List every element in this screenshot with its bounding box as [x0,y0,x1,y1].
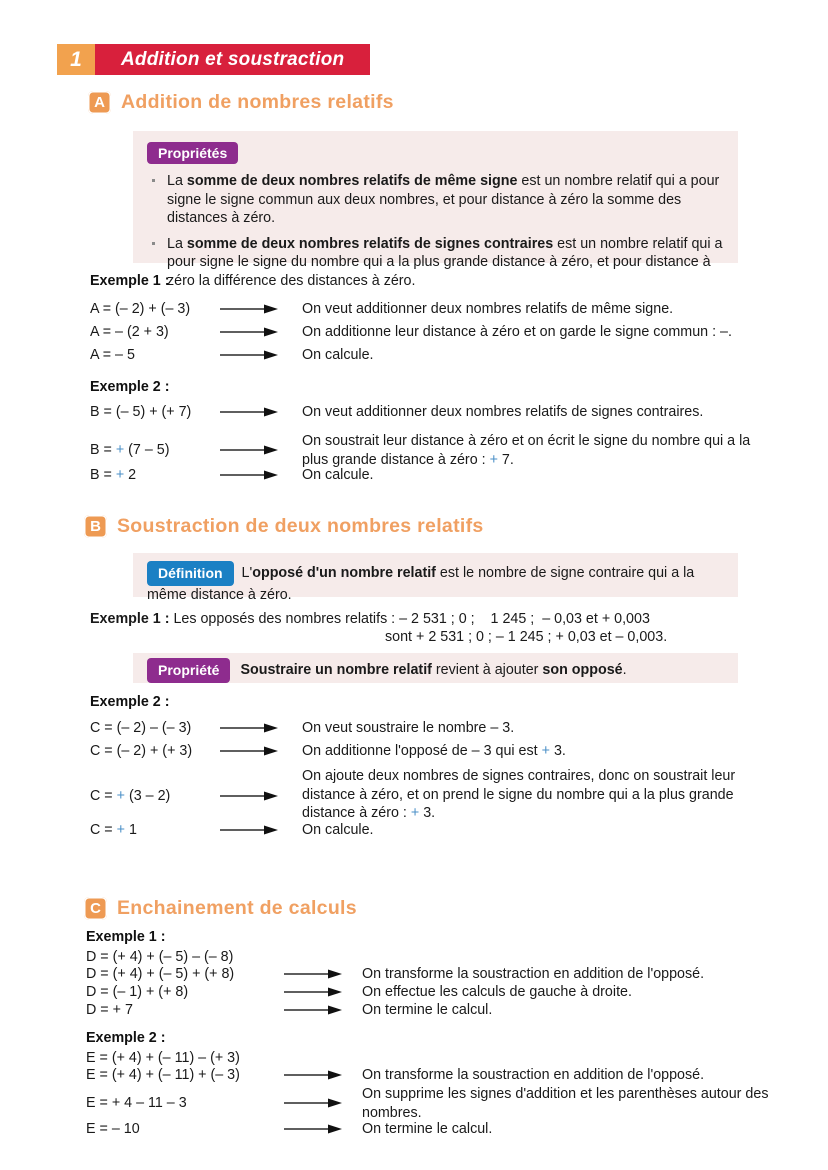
calc-expression: B = + 2 [90,467,137,483]
arrow-right-icon [220,349,280,363]
section-header-c [84,897,357,920]
example-label-a1: Exemple 1 : [90,273,170,289]
calc-note: On veut additionner deux nombres relatifs de signes contraires. [302,404,704,420]
section-title-b: Soustraction de deux nombres relatifs [117,515,484,537]
arrow-right-icon [220,824,280,838]
calc-row [86,1066,704,1085]
example-label-a2: Exemple 2 : [90,379,170,395]
calc-row [86,965,704,984]
calc-note: On transforme la soustraction en addition de l'opposé. [362,1067,705,1083]
calc-expression: C = + (3 – 2) [90,788,171,804]
calc-expression: A = – (2 + 3) [90,324,169,340]
property-tag: Propriété [147,658,230,683]
plus-sign: + [116,822,125,838]
calc-row [90,466,374,485]
arrow-right-icon [220,326,280,340]
example-c1-first-line: D = (+ 4) + (– 5) – (– 8) [86,949,234,965]
calc-note: On calcule. [302,347,374,363]
calc-note: On veut additionner deux nombres relatifs de même signe. [302,301,674,317]
calc-row [90,432,752,469]
calc-expression: C = + 1 [90,822,137,838]
calc-expression: D = (+ 4) + (– 5) + (+ 8) [86,966,235,982]
properties-tag: Propriétés [147,142,238,164]
chapter-title-bar [57,44,370,75]
calc-expression: C = (– 2) – (– 3) [90,720,192,736]
example-c2-first-line: E = (+ 4) + (– 11) – (+ 3) [86,1050,240,1066]
calc-row [90,767,752,823]
calc-row [90,323,782,342]
calc-expression: B = (– 5) + (+ 7) [90,404,192,420]
arrow-right-icon [220,745,280,759]
list-item [147,235,724,291]
arrow-right-icon [220,444,280,458]
definition-box [133,553,738,603]
calc-note: On calcule. [302,467,374,483]
calc-note: On veut soustraire le nombre – 3. [302,720,515,736]
calc-note: On soustrait leur distance à zéro et on écrit le signe du nombre qui a la plus grande distance à zéro : + 7. [302,433,751,468]
example-b1-line1: Exemple 1 : Les opposés des nombres relatifs : – 2 531 ; 0 ; 1 245 ; – 0,03 et + 0,003 [90,611,650,627]
calc-row [86,1120,492,1139]
arrow-right-icon [284,986,344,1000]
plus-sign: + [410,805,420,821]
calc-expression: E = + 4 – 11 – 3 [86,1095,187,1111]
property-box-b [133,653,738,683]
plus-sign: + [489,451,498,468]
properties-box-a [133,131,738,289]
calc-row [90,403,772,422]
definition-text: Définition L'opposé d'un nombre relatif est le nombre de signe contraire qui a la même distance à zéro. [147,561,724,604]
calc-expression: E = – 10 [86,1121,140,1137]
section-header-a [88,91,394,114]
prop-text-2: La somme de deux nombres relatifs de signes contraires est un nombre relatif qui a pour signe le signe du nombre qui a la plus grande distance à zéro, et pour distance à zéro la différence des distances à zéro. [167,235,723,289]
prop-text-1: La somme de deux nombres relatifs de même signe est un nombre relatif qui a pour signe le signe commun aux deux nombres, et pour distance à zéro la somme des distances à zéro. [167,173,720,226]
calc-row [86,983,632,1002]
calc-row [90,742,566,761]
plus-sign: + [115,467,125,483]
definition-tag: Définition [147,561,234,586]
example-label-c2: Exemple 2 : [86,1030,166,1046]
calc-note: On transforme la soustraction en addition de l'opposé. [362,966,705,982]
plus-sign: + [115,442,125,458]
arrow-right-icon [220,722,280,736]
calc-note: On termine le calcul. [362,1121,493,1137]
example-label-b2: Exemple 2 : [90,694,170,710]
plus-sign: + [541,743,550,759]
calc-note: On termine le calcul. [362,1002,493,1018]
calc-note: On additionne l'opposé de – 3 qui est + 3. [302,743,566,759]
calc-note: On supprime les signes d'addition et les parenthèses autour des nombres. [362,1086,769,1121]
calc-row [90,300,757,319]
section-header-b [84,515,484,538]
calc-expression: B = + (7 – 5) [90,442,170,458]
arrow-right-icon [284,1097,344,1111]
chapter-number-badge: 1 [57,44,95,75]
arrow-right-icon [284,1123,344,1137]
arrow-right-icon [284,1004,344,1018]
calc-expression: D = (– 1) + (+ 8) [86,984,189,1000]
calc-row [90,719,514,738]
section-title-a: Addition de nombres relatifs [121,91,394,113]
calc-expression: A = (– 2) + (– 3) [90,301,191,317]
calc-expression: D = + 7 [86,1002,133,1018]
arrow-right-icon [220,469,280,483]
calc-row [90,346,374,365]
section-title-c: Enchainement de calculs [117,897,357,919]
list-item [147,172,724,228]
calc-expression: C = (– 2) + (+ 3) [90,743,193,759]
arrow-right-icon [284,968,344,982]
section-badge-b: B [84,515,107,538]
chapter-title-text: Addition et soustraction [95,44,370,75]
calc-row [86,1001,492,1020]
arrow-right-icon [220,406,280,420]
calc-expression: A = – 5 [90,347,135,363]
plus-sign: + [116,788,125,804]
calc-row [90,821,374,840]
arrow-right-icon [284,1069,344,1083]
section-badge-a: A [88,91,111,114]
section-badge-c: C [84,897,107,920]
calc-expression: E = (+ 4) + (– 11) + (– 3) [86,1067,240,1083]
example-label-c1: Exemple 1 : [86,929,166,945]
example-b1-line2: sont + 2 531 ; 0 ; – 1 245 ; + 0,03 et – 0,003. [385,629,668,645]
calc-note: On additionne leur distance à zéro et on garde le signe commun : –. [302,324,732,340]
property-text: Propriété Soustraire un nombre relatif revient à ajouter son opposé. [147,658,724,683]
arrow-right-icon [220,790,280,804]
calc-row [86,1085,782,1122]
properties-list [147,172,724,290]
calc-note: On ajoute deux nombres de signes contraires, donc on soustrait leur distance à zéro, et on prend le signe du nombre qui a la plus grande distance à zéro : + 3. [302,768,736,821]
calc-note: On calcule. [302,822,374,838]
arrow-right-icon [220,303,280,317]
calc-note: On effectue les calculs de gauche à droite. [362,984,632,1000]
